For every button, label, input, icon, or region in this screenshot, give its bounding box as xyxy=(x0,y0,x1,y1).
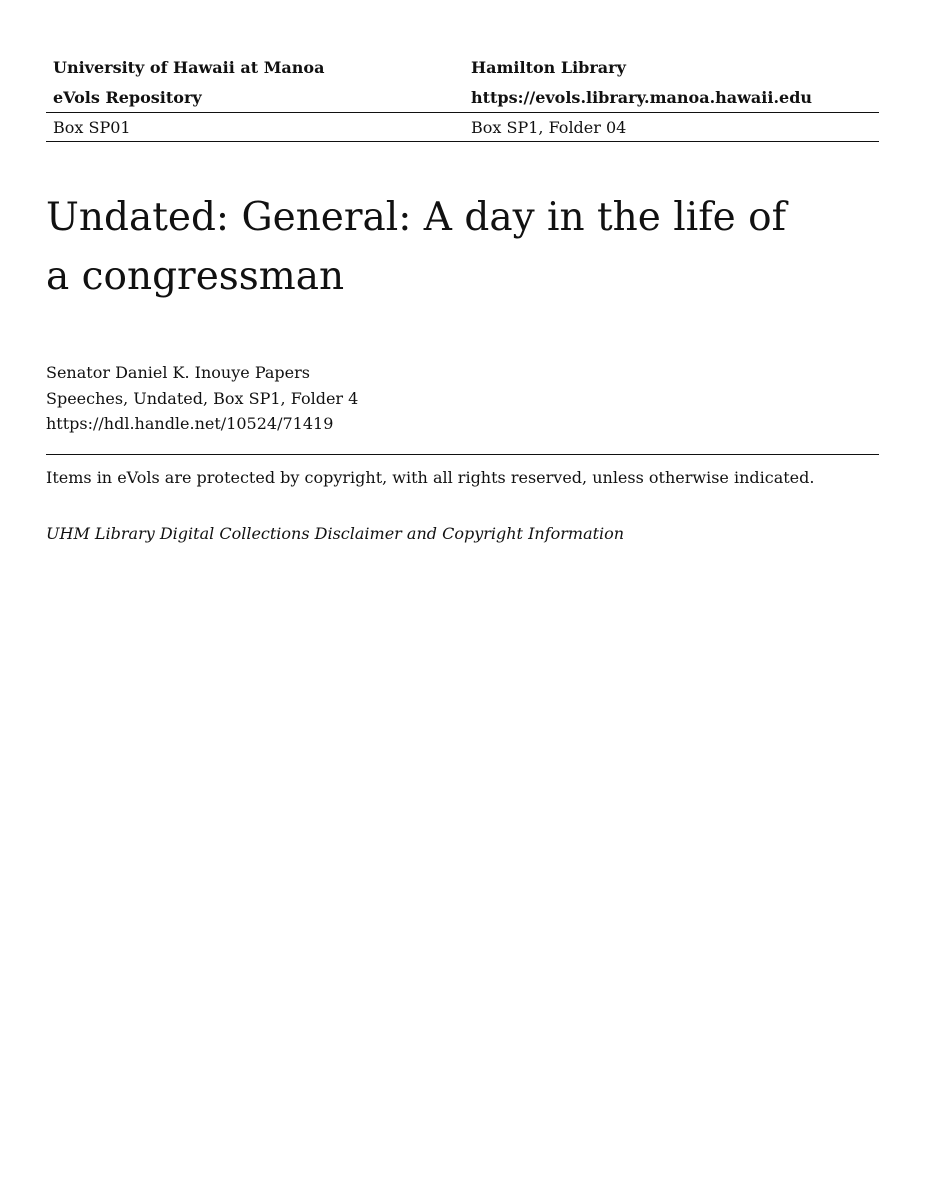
document-header xyxy=(46,52,879,142)
disclaimer-link[interactable]: UHM Library Digital Collections Disclaimer and Copyright Information xyxy=(46,524,625,543)
header-box-row xyxy=(46,113,879,141)
copyright-notice: Items in eVols are protected by copyright, with all rights reserved, unless otherwise indicated. xyxy=(46,468,815,487)
box-label: Box SP01 xyxy=(53,117,131,137)
document-title xyxy=(46,188,806,306)
header-row-2 xyxy=(46,82,879,112)
collection-name: Senator Daniel K. Inouye Papers xyxy=(46,363,310,382)
repository-name: eVols Repository xyxy=(53,87,202,107)
header-divider-bottom xyxy=(46,141,879,142)
repository-url[interactable]: https://evols.library.manoa.hawaii.edu xyxy=(471,87,813,107)
folder-label: Box SP1, Folder 04 xyxy=(471,117,627,137)
library-name: Hamilton Library xyxy=(471,57,626,77)
header-row-1 xyxy=(46,52,879,82)
handle-link[interactable]: https://hdl.handle.net/10524/71419 xyxy=(46,414,334,433)
document-metadata xyxy=(46,360,358,437)
institution-name: University of Hawaii at Manoa xyxy=(53,57,325,77)
content-divider xyxy=(46,454,879,455)
series-info: Speeches, Undated, Box SP1, Folder 4 xyxy=(46,388,359,408)
title-line-2: a congressman xyxy=(46,254,345,299)
title-line-1: Undated: General: A day in the life of xyxy=(46,195,787,240)
